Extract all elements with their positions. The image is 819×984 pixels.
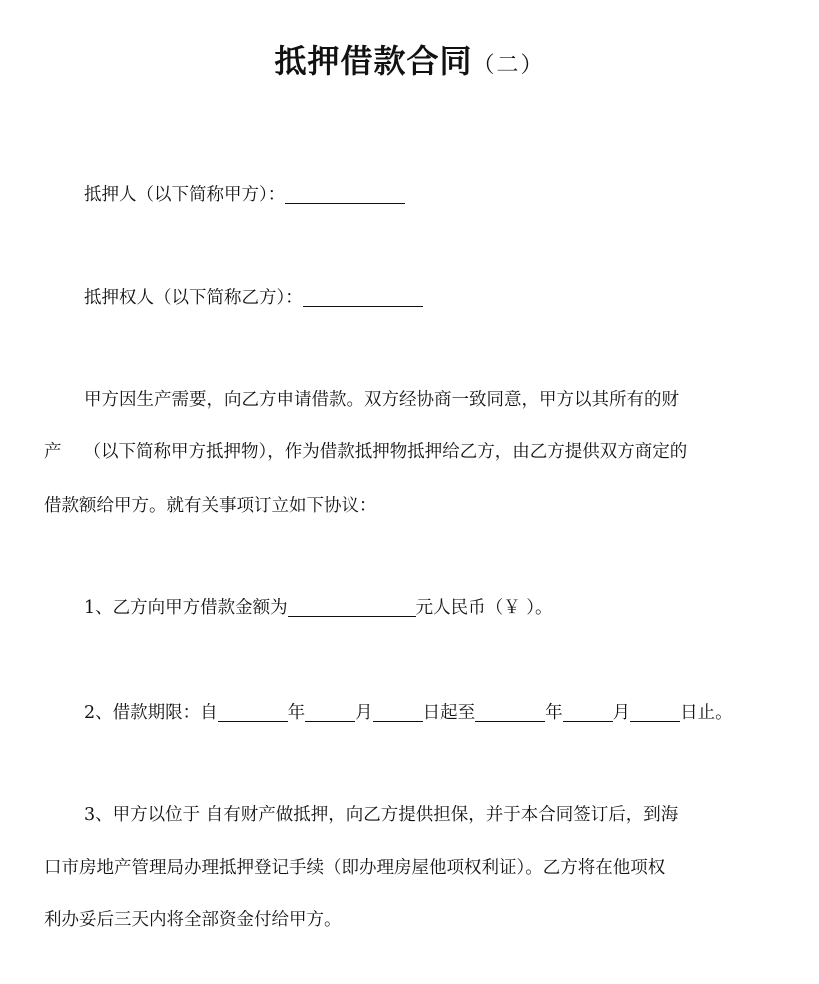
end-month-blank[interactable]	[563, 702, 613, 722]
clause-3-line-1: 3、甲方以位于 自有财产做抵押，向乙方提供担保，并于本合同签订后，到海	[84, 805, 679, 825]
start-month-blank[interactable]	[305, 702, 355, 722]
loan-amount-blank[interactable]	[288, 597, 416, 617]
party-a-label: 抵押人（以下简称甲方）：	[84, 185, 286, 205]
clause-1: 1、乙方向甲方借款金额为 元人民币（￥ ）。	[84, 598, 553, 618]
title-main: 抵押借款合同	[274, 42, 473, 80]
preamble-line-3: 借款额给甲方。就有关事项订立如下协议：	[44, 496, 377, 516]
preamble-line-1: 甲方因生产需要，向乙方申请借款。双方经协商一致同意，甲方以其所有的财	[84, 390, 679, 410]
party-a-blank[interactable]	[285, 184, 405, 204]
preamble-line-2: 产 （以下简称甲方抵押物），作为借款抵押物抵押给乙方，由乙方提供双方商定的	[44, 442, 688, 462]
clause-3-line-2: 口市房地产管理局办理抵押登记手续（即办理房屋他项权利证）。乙方将在他项权	[44, 858, 666, 878]
party-b-blank[interactable]	[303, 287, 423, 307]
end-day-blank[interactable]	[630, 702, 680, 722]
party-b-line	[44, 271, 812, 325]
party-a-line	[44, 168, 812, 222]
end-year-blank[interactable]	[475, 702, 545, 722]
document-title	[0, 36, 819, 82]
start-year-blank[interactable]	[218, 702, 288, 722]
title-sub: （二）	[472, 53, 545, 78]
party-b-label: 抵押权人（以下简称乙方）：	[84, 288, 303, 308]
clause-3-line-3: 利办妥后三天内将全部资金付给甲方。	[44, 910, 342, 930]
clause-2: 2、借款期限：自 年 月 日起至 年 月 日止。	[84, 703, 733, 723]
start-day-blank[interactable]	[373, 702, 423, 722]
